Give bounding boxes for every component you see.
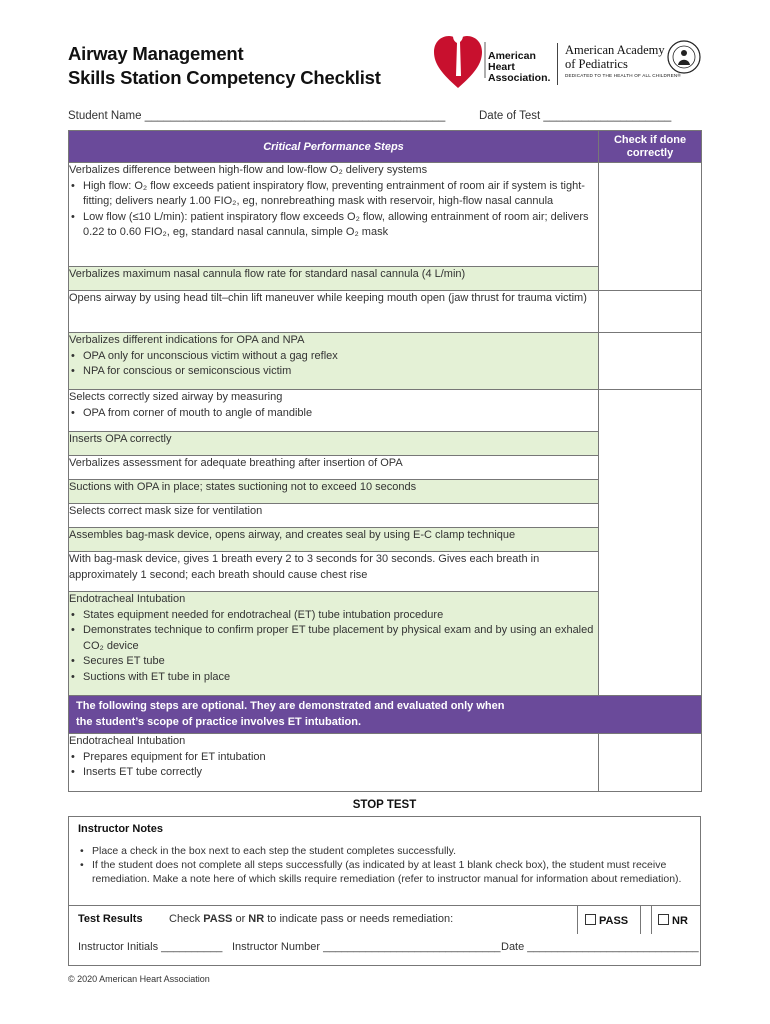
instructor-initials-field[interactable]: Instructor Initials __________: [78, 941, 223, 953]
check-box[interactable]: [599, 390, 702, 696]
step-text: Selects correctly sized airway by measuring: [69, 391, 283, 403]
step-bullet: • States equipment needed for endotracheal (ET) tube intubation procedure: [83, 608, 598, 624]
nr-label: NR: [672, 915, 688, 927]
step-text: Verbalizes assessment for adequate breathing after insertion of OPA: [69, 456, 599, 480]
title-line-2: Skills Station Competency Checklist: [68, 67, 381, 88]
instructor-notes-list: [78, 844, 704, 886]
student-name-field[interactable]: Student Name _______________________________________________: [68, 110, 446, 122]
pass-checkbox-wrap[interactable]: [585, 914, 628, 927]
step-bullet: • OPA from corner of mouth to angle of mandible: [83, 406, 598, 422]
pass-checkbox[interactable]: [585, 914, 596, 925]
step-bullet: • OPA only for unconscious victim without a gag reflex: [83, 349, 598, 365]
note-item: • Place a check in the box next to each step the student completes successfully.: [92, 844, 704, 858]
pass-label: PASS: [599, 915, 629, 927]
step-bullet: • Secures ET tube: [83, 654, 598, 670]
step-text: Selects correct mask size for ventilation: [69, 504, 599, 528]
table-row: [69, 291, 702, 333]
step-bullet: • NPA for conscious or semiconscious victim: [83, 364, 598, 380]
check-box[interactable]: [599, 163, 702, 291]
aap-seal-icon: [667, 40, 701, 74]
check-box[interactable]: [599, 291, 702, 333]
step-text: Endotracheal Intubation: [69, 735, 186, 747]
nr-checkbox[interactable]: [658, 914, 669, 925]
copyright: © 2020 American Heart Association: [68, 974, 210, 984]
stop-test-label: STOP TEST: [352, 799, 417, 811]
test-results-label: Test Results: [78, 913, 143, 925]
step-text: Suctions with OPA in place; states suctioning not to exceed 10 seconds: [69, 480, 599, 504]
critical-steps-header: Critical Performance Steps: [69, 131, 599, 163]
page-title: [68, 42, 381, 90]
pass-cell: [577, 906, 641, 934]
step-bullet: • Suctions with ET tube in place: [83, 670, 598, 686]
instructor-notes-box: [68, 816, 701, 966]
check-box[interactable]: [599, 333, 702, 390]
aap-tagline: DEDICATED TO THE HEALTH OF ALL CHILDREN®: [565, 73, 681, 78]
note-item: • If the student does not complete all steps successfully (as indicated by at least 1 blank check box), the student must receive remediation. Make a note here of which skills require remediation (refer to instructor manual for information about remediation).: [92, 858, 704, 886]
instructor-notes-title: Instructor Notes: [78, 823, 163, 835]
step-bullet: • Prepares equipment for ET intubation: [83, 750, 598, 766]
table-row: [69, 333, 702, 390]
step-text: Verbalizes maximum nasal cannula flow rate for standard nasal cannula (4 L/min): [69, 267, 599, 291]
aap-wordmark: American Academy of Pediatrics: [565, 43, 665, 71]
check-header: Check if done correctly: [599, 131, 702, 163]
test-results-instruction: Check PASS or NR to indicate pass or needs remediation:: [169, 913, 454, 925]
step-bullet: • Inserts ET tube correctly: [83, 765, 598, 781]
nr-cell: [651, 906, 701, 934]
step-text: Verbalizes difference between high-flow and low-flow O₂ delivery systems: [69, 164, 428, 176]
step-text: With bag-mask device, gives 1 breath every 2 to 3 seconds for 30 seconds. Gives each breath in approximately 1 second; each breath should cause chest rise: [69, 552, 599, 592]
table-row: [69, 390, 702, 432]
step-text: Verbalizes different indications for OPA and NPA: [69, 334, 305, 346]
step-bullet: • Low flow (≤10 L/min): patient inspiratory flow exceeds O₂ flow, allowing entrainment of room air; delivers 0.22 to 0.60 FIO₂, eg, standard nasal cannula, simple O₂ mask: [83, 210, 598, 241]
date-of-test-field[interactable]: Date of Test ____________________: [479, 110, 672, 122]
step-text: Endotracheal Intubation: [69, 593, 186, 605]
test-results-row: [69, 905, 700, 934]
step-text: Inserts OPA correctly: [69, 432, 599, 456]
nr-checkbox-wrap[interactable]: [658, 914, 688, 927]
performance-steps-table: [68, 130, 702, 792]
instructor-date-field[interactable]: Date ____________________________: [501, 941, 699, 953]
step-bullet: • High flow: O₂ flow exceeds patient inspiratory flow, preventing entrainment of room air if system is tight-fitting; delivers nearly 1.00 FIO₂, eg, nonrebreathing mask with reservoir, high-flow nasal cannula: [83, 179, 598, 210]
table-row: [69, 734, 702, 792]
step-text: Opens airway by using head tilt–chin lift maneuver while keeping mouth open (jaw thrust for trauma victim): [69, 291, 599, 333]
step-bullet: • Demonstrates technique to confirm proper ET tube placement by physical exam and by using an exhaled CO₂ device: [83, 623, 598, 654]
table-row: [69, 163, 702, 267]
logo-divider: [557, 43, 558, 85]
check-box[interactable]: [599, 734, 702, 792]
title-line-1: Airway Management: [68, 43, 244, 64]
aha-wordmark: American Heart Association.: [488, 50, 551, 84]
instructor-number-field[interactable]: Instructor Number _____________________________: [232, 941, 501, 953]
step-text: Assembles bag-mask device, opens airway, and creates seal by using E-C clamp technique: [69, 528, 599, 552]
optional-steps-banner: The following steps are optional. They are demonstrated and evaluated only when the student’s scope of practice involves ET intubation.: [69, 696, 702, 734]
